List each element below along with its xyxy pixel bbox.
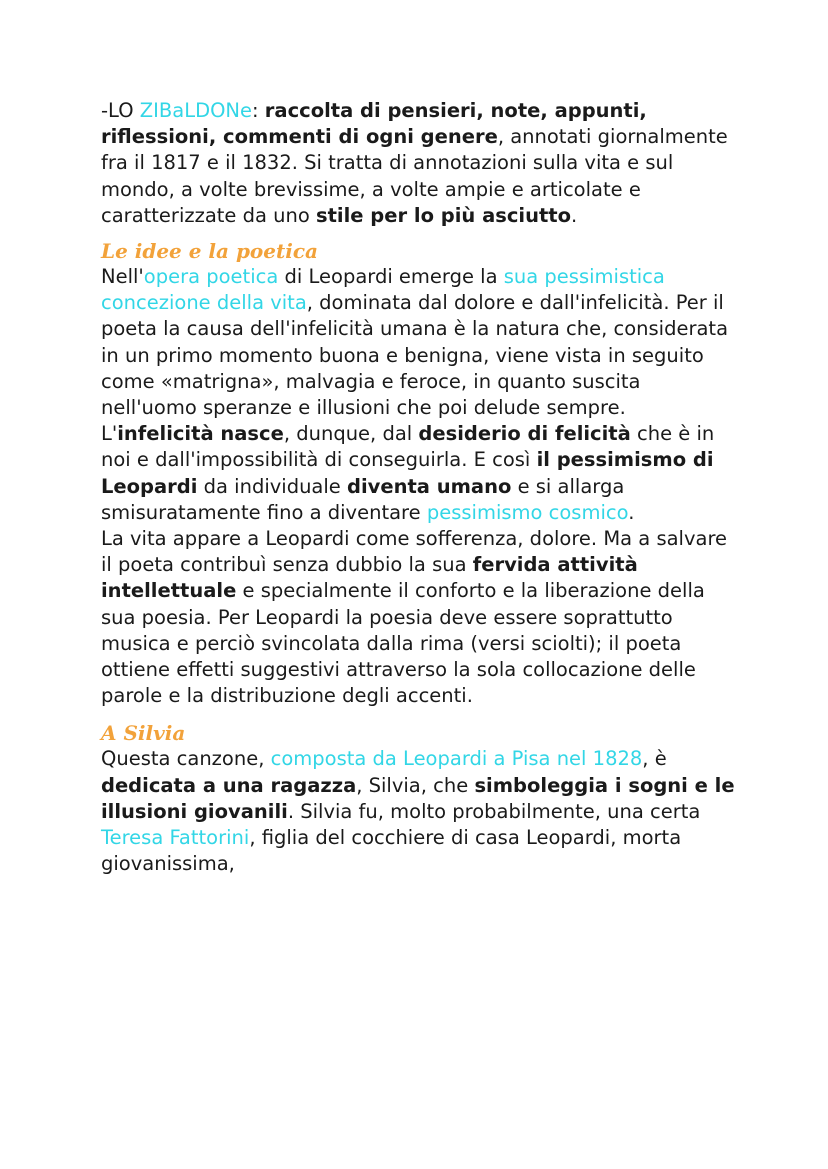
p1-segment-4: , annotati giornalmente fra il 1817 e il 1832. Si tratta di annotazioni sulla vita e sul mondo, a volte brevissime, a volte ampie e articolate e caratterizzate da uno [101, 125, 728, 227]
p4-segment-5: simboleggia i sogni e le illusioni giovanili [101, 773, 735, 823]
p2-segment-8: che è in noi e dall'impossibilità di conseguirla. E così [101, 422, 715, 472]
heading-a-silvia: A Silvia [101, 721, 186, 746]
p4-segment-7: Teresa Fattorini [101, 826, 250, 850]
paragraph-zibaldone [101, 98, 741, 229]
paragraph-poetica [101, 264, 741, 526]
p2-segment-5: infelicità nasce [117, 422, 284, 446]
p4-segment-4: , Silvia, che [356, 773, 475, 797]
p2-segment-3: sua pessimistica concezione della vita [101, 265, 665, 315]
p2-segment-0: Nell' [101, 265, 144, 289]
p2-segment-6: , dunque, dal [283, 422, 419, 446]
p2-segment-9: il pessimismo di Leopardi [101, 448, 714, 498]
p3-segment-0: La vita appare a Leopardi come sofferenza, dolore. Ma a salvare il poeta contribuì senza dubbio la sua [101, 527, 728, 577]
p1-segment-5: stile per lo più asciutto [316, 203, 572, 227]
p2-segment-1: opera poetica [143, 265, 279, 289]
p4-segment-8: , figlia del cocchiere di casa Leopardi, morta giovanissima, [101, 826, 682, 876]
p2-segment-4: , dominata dal dolore e dall'infelicità. Per il poeta la causa dell'infelicità umana è la natura che, considerata in un primo momento buona e benigna, viene vista in seguito come «matrigna», malvagia e feroce, in quanto suscita nell'uomo speranze e illusioni che poi delude sempre. L' [101, 291, 729, 446]
p4-segment-0: Questa canzone, [101, 747, 271, 771]
p2-segment-13: pessimismo cosmico [426, 500, 629, 524]
p2-segment-10: da individuale [197, 474, 347, 498]
paragraph-a-silvia [101, 746, 741, 877]
heading-idee-poetica: Le idee e la poetica [101, 239, 318, 264]
p2-segment-14: . [628, 500, 635, 524]
paragraph-vita [101, 526, 741, 709]
p2-segment-2: di Leopardi emerge la [278, 265, 504, 289]
document-page [101, 98, 741, 877]
p2-segment-12: e si allarga smisuratamente fino a diventare [101, 474, 625, 524]
p1-segment-6: . [571, 203, 578, 227]
p1-segment-0: -LO [101, 99, 140, 122]
p2-segment-7: desiderio di felicità [418, 422, 631, 446]
p1-segment-3: raccolta di pensieri, note, appunti, riflessioni, commenti di ogni genere [101, 99, 647, 149]
p1-segment-2: : [252, 99, 265, 122]
p4-segment-1: composta da Leopardi a Pisa nel 1828 [270, 747, 643, 771]
p1-segment-1: ZIBaLDONe [139, 99, 253, 122]
p2-segment-11: diventa umano [347, 474, 512, 498]
p4-segment-2: , è [642, 747, 667, 771]
p3-segment-2: e specialmente il conforto e la liberazione della sua poesia. Per Leopardi la poesia deve essere soprattutto musica e perciò svincolata dalla rima (versi sciolti); il poeta ottiene effetti suggestivi attraverso la sola collocazione delle parole e la distribuzione degli accenti. [101, 579, 705, 708]
p3-segment-1: fervida attività intellettuale [101, 553, 638, 603]
p4-segment-6: . Silvia fu, molto probabilmente, una certa [287, 799, 701, 823]
p4-segment-3: dedicata a una ragazza [101, 773, 357, 797]
